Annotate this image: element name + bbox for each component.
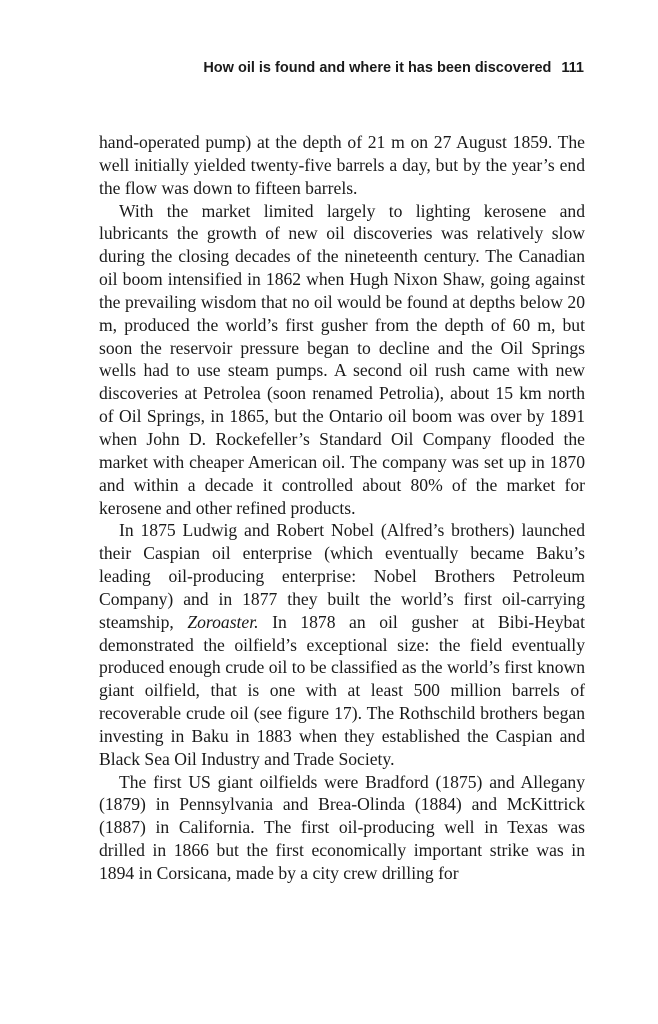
paragraph-continued: hand-operated pump) at the depth of 21 m on 27 August 1859. The well initially yielded twenty-five barrels a day, but by the year’s end the flow was down to fifteen barrels. (99, 132, 585, 198)
ship-name: Zoroaster. (187, 611, 259, 632)
paragraph-canadian-oil: With the market limited largely to lighting kerosene and lubricants the growth of new oil discoveries was relatively slow during the closing decades of the nineteenth century. The Canadian oil boom intensified in 1862 when Hugh Nixon Shaw, going against the prevailing wisdom that no oil would be found at depths below 20 m, produced the world’s first gusher from the depth of 60 m, but soon the reservoir pressure began to decline and the Oil Springs wells had to use steam pumps. A second oil rush came with new discoveries at Petrolea (soon renamed Petrolia), about 15 km north of Oil Springs, in 1865, but the Ontario oil boom was over by 1891 when John D. Rockefeller’s Standard Oil Company flooded the market with cheaper American oil. The company was set up in 1870 and within a decade it controlled about 80% of the market for kerosene and other refined products. (99, 200, 585, 518)
running-title: How oil is found and where it has been discovered (203, 60, 552, 76)
paragraph-nobel-part1: In 1875 Ludwig and Robert Nobel (Alfred’s brothers) launched their Caspian oil enterprise (which eventually became Baku’s leading oil-producing enterprise: Nobel Brothers Petroleum Company) and in 1877 they built the world’s first oil-carrying steamship, (99, 520, 585, 632)
running-header (203, 60, 584, 76)
page-number: 111 (561, 60, 584, 76)
paragraph-us-oilfields: The first US giant oilfields were Bradford (1875) and Allegany (1879) in Pennsylvania and Brea-Olinda (1884) and McKittrick (1887) in California. The first oil-producing well in Texas was drilled in 1866 but the first economically important strike was in 1894 in Corsicana, made by a city crew drilling for (99, 771, 585, 883)
body-text (99, 131, 585, 885)
paragraph-nobel-baku (99, 519, 585, 770)
paragraph-nobel-part2: In 1878 an oil gusher at Bibi-Heybat demonstrated the oilfield’s exceptional size: the field eventually produced enough crude oil to be classified as the world’s first known giant oilfield, that is one with at least 500 million barrels of recoverable crude oil (see figure 17). The Rothschild brothers began investing in Baku in 1883 when they established the Caspian and Black Sea Oil Industry and Trade Society. (99, 611, 585, 769)
